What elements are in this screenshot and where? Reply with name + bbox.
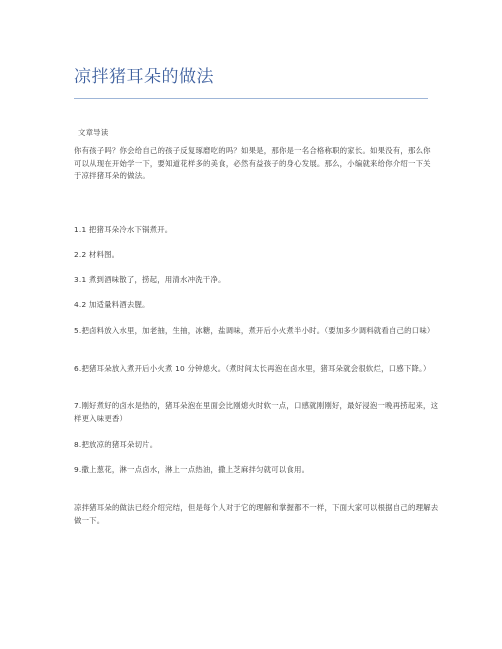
title-divider xyxy=(74,98,428,99)
step-3: 3.1 煮到酒味散了，捞起，用清水冲洗干净。 xyxy=(74,275,226,284)
intro-paragraph: 你有孩子吗？你会给自己的孩子反复琢磨吃的吗？如果是，那你是一名合格称职的家长。如果没有，那么你可以从现在开始学一下，要知道花样多的美食，必然有益孩子的身心发展。那么，小编就来给你介绍一下关于凉拌猪耳朵的做法。 xyxy=(74,146,431,180)
step-4: 4.2 加适量料酒去腥。 xyxy=(74,300,150,309)
step-1: 1.1 把猪耳朵冷水下锅煮开。 xyxy=(74,225,173,234)
step-7: 7.刚好煮好的卤水是热的，猪耳朵泡在里面会比刚熄火时软一点，口感就刚刚好，最好浸泡一晚再捞起来，这样更入味更香） xyxy=(74,401,439,423)
step-6: 6.把猪耳朵放入煮开后小火煮 10 分钟熄火。（煮时间太长再泡在卤水里，猪耳朵就会很软烂，口感下降。） xyxy=(74,364,431,373)
closing-paragraph: 凉拌猪耳朵的做法已经介绍完结，但是每个人对于它的理解和掌握都不一样，下面大家可以根据自己的理解去做一下。 xyxy=(74,503,439,525)
step-5: 5.把卤料放入水里，加老抽，生抽，冰糖，盐调味，煮开后小火煮半小时。（要加多少调料就看自己的口味） xyxy=(74,326,435,335)
document-title: 凉拌猪耳朵的做法 xyxy=(74,67,214,87)
step-8: 8.把放凉的猪耳朵切片。 xyxy=(74,440,158,449)
step-9: 9.撒上葱花，淋一点卤水，淋上一点热油，撒上芝麻拌匀就可以食用。 xyxy=(74,465,310,474)
intro-heading: 文章导读 xyxy=(78,128,109,137)
step-2: 2.2 材料图。 xyxy=(74,250,120,259)
